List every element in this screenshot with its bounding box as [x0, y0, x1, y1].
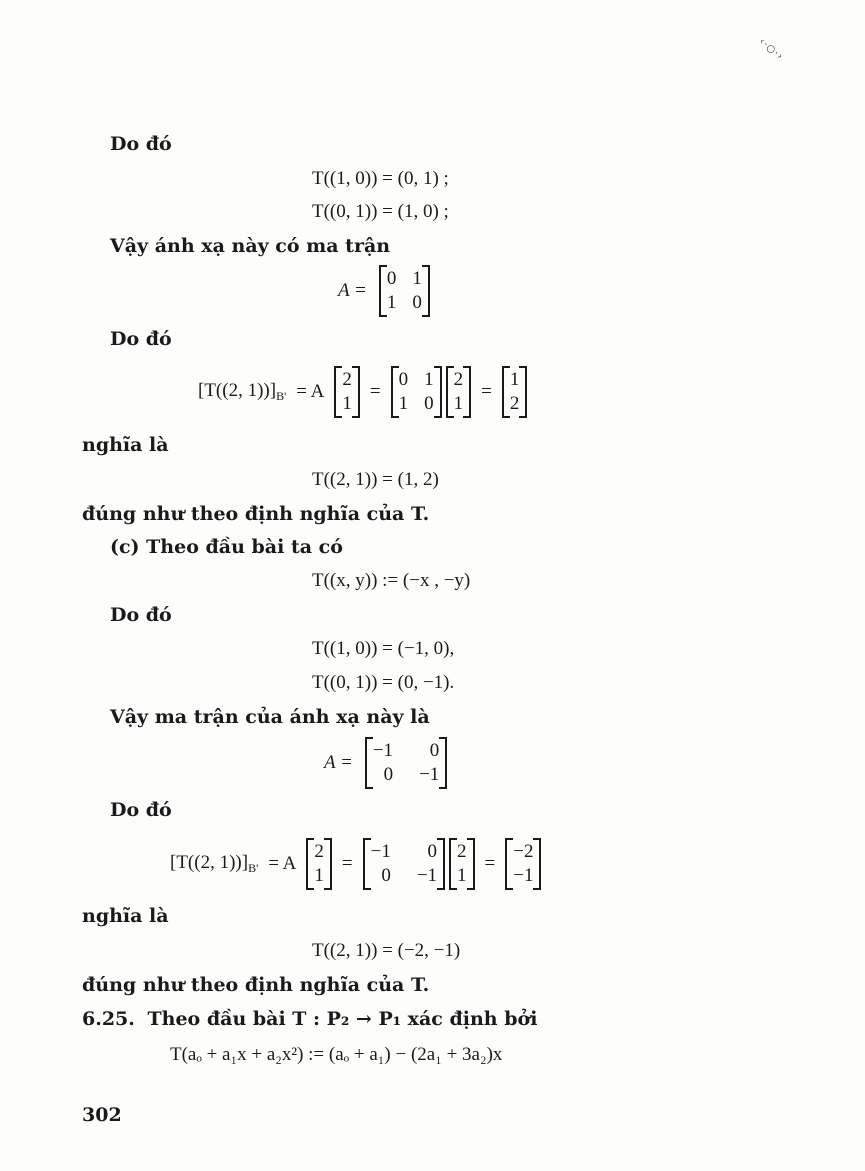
matrix-a-equation-1 — [338, 265, 430, 317]
text-line-18: đúng như theo định nghĩa của T. — [82, 974, 430, 996]
equals-a: = A — [296, 381, 325, 402]
equals-a: = A — [268, 853, 297, 874]
matrix-a-1b: 0 1 1 0 — [391, 366, 442, 418]
vector-3: 2 1 — [306, 838, 332, 890]
equation-t01: T((0, 1)) = (1, 0) ; — [312, 201, 449, 222]
coord-lhs: [T((2, $1))]_{B'}$ — [170, 852, 259, 875]
equals-sign: = — [369, 381, 381, 402]
equation-polynomial-map: T(aₒ + a₁x + a₂x²) := (aₒ + a₁) − (2a₁ + 3a₂)x — [170, 1044, 503, 1065]
vector-1: 2 1 — [334, 366, 360, 418]
matrix-cell: 0 — [412, 292, 422, 313]
equals-sign: = — [484, 853, 496, 874]
text-line-14: Vậy ma trận của ánh xạ này là — [110, 706, 430, 728]
vector-4: 2 1 — [449, 838, 475, 890]
matrix-a-1 — [379, 265, 430, 317]
page-number: 302 — [82, 1104, 122, 1126]
text-line-11: Do đó — [110, 604, 172, 626]
matrix-a-2 — [365, 737, 447, 789]
matrix-cell: 0 — [386, 268, 397, 289]
corner-stamp: ‹·○·› — [756, 36, 786, 63]
equation-coord-2 — [170, 838, 541, 890]
equation-t10: T((1, 0)) = (0, 1) ; — [312, 168, 449, 189]
equation-result-2: T((2, 1)) = (−2, −1) — [312, 940, 461, 961]
equals-sign: = — [341, 853, 353, 874]
equation-t10-b: T((1, 0)) = (−1, 0), — [312, 638, 455, 659]
equation-coord-1 — [198, 366, 527, 418]
matrix-a-2b: −1 0 0 −1 — [363, 838, 445, 890]
result-vector-2: −2 −1 — [505, 838, 541, 890]
equation-result-1: T((2, 1)) = (1, 2) — [312, 469, 439, 490]
matrix-cell: 1 — [386, 292, 397, 313]
vector-2: 2 1 — [446, 366, 472, 418]
coord-lhs: [T((2, $1))]_{B'}$ — [198, 380, 287, 403]
exercise-6-25 — [82, 1007, 537, 1031]
matrix-cell: −1 — [419, 764, 440, 785]
text-line-4: Vậy ánh xạ này có ma trận — [110, 235, 391, 257]
matrix-lhs: A = — [338, 280, 367, 301]
result-vector-1: 1 2 — [502, 366, 528, 418]
equation-def-t: T((x, y)) := (−x , −y) — [312, 570, 471, 591]
matrix-a-equation-2 — [324, 737, 447, 789]
matrix-cell: −1 — [372, 740, 394, 761]
equals-sign: = — [481, 381, 492, 402]
exercise-text: Theo đầu bài T : P₂ → P₁ xác định bởi — [147, 1008, 538, 1030]
text-line-15: Do đó — [110, 799, 172, 821]
exercise-number: 6.25. — [82, 1008, 135, 1030]
equation-t01-b: T((0, 1)) = (0, −1). — [312, 672, 455, 693]
matrix-lhs: A = — [324, 752, 353, 773]
matrix-cell: 0 — [383, 764, 394, 785]
text-line-8: đúng như theo định nghĩa của T. — [82, 503, 430, 525]
text-line-9: (c) Theo đầu bài ta có — [110, 536, 343, 558]
matrix-cell: 0 — [429, 740, 440, 761]
text-line-16: nghĩa là — [82, 905, 169, 927]
text-line-6: nghĩa là — [82, 434, 169, 456]
text-line-5: Do đó — [110, 328, 172, 350]
matrix-cell: 1 — [412, 268, 422, 289]
text-line-1: Do đó — [110, 133, 172, 155]
